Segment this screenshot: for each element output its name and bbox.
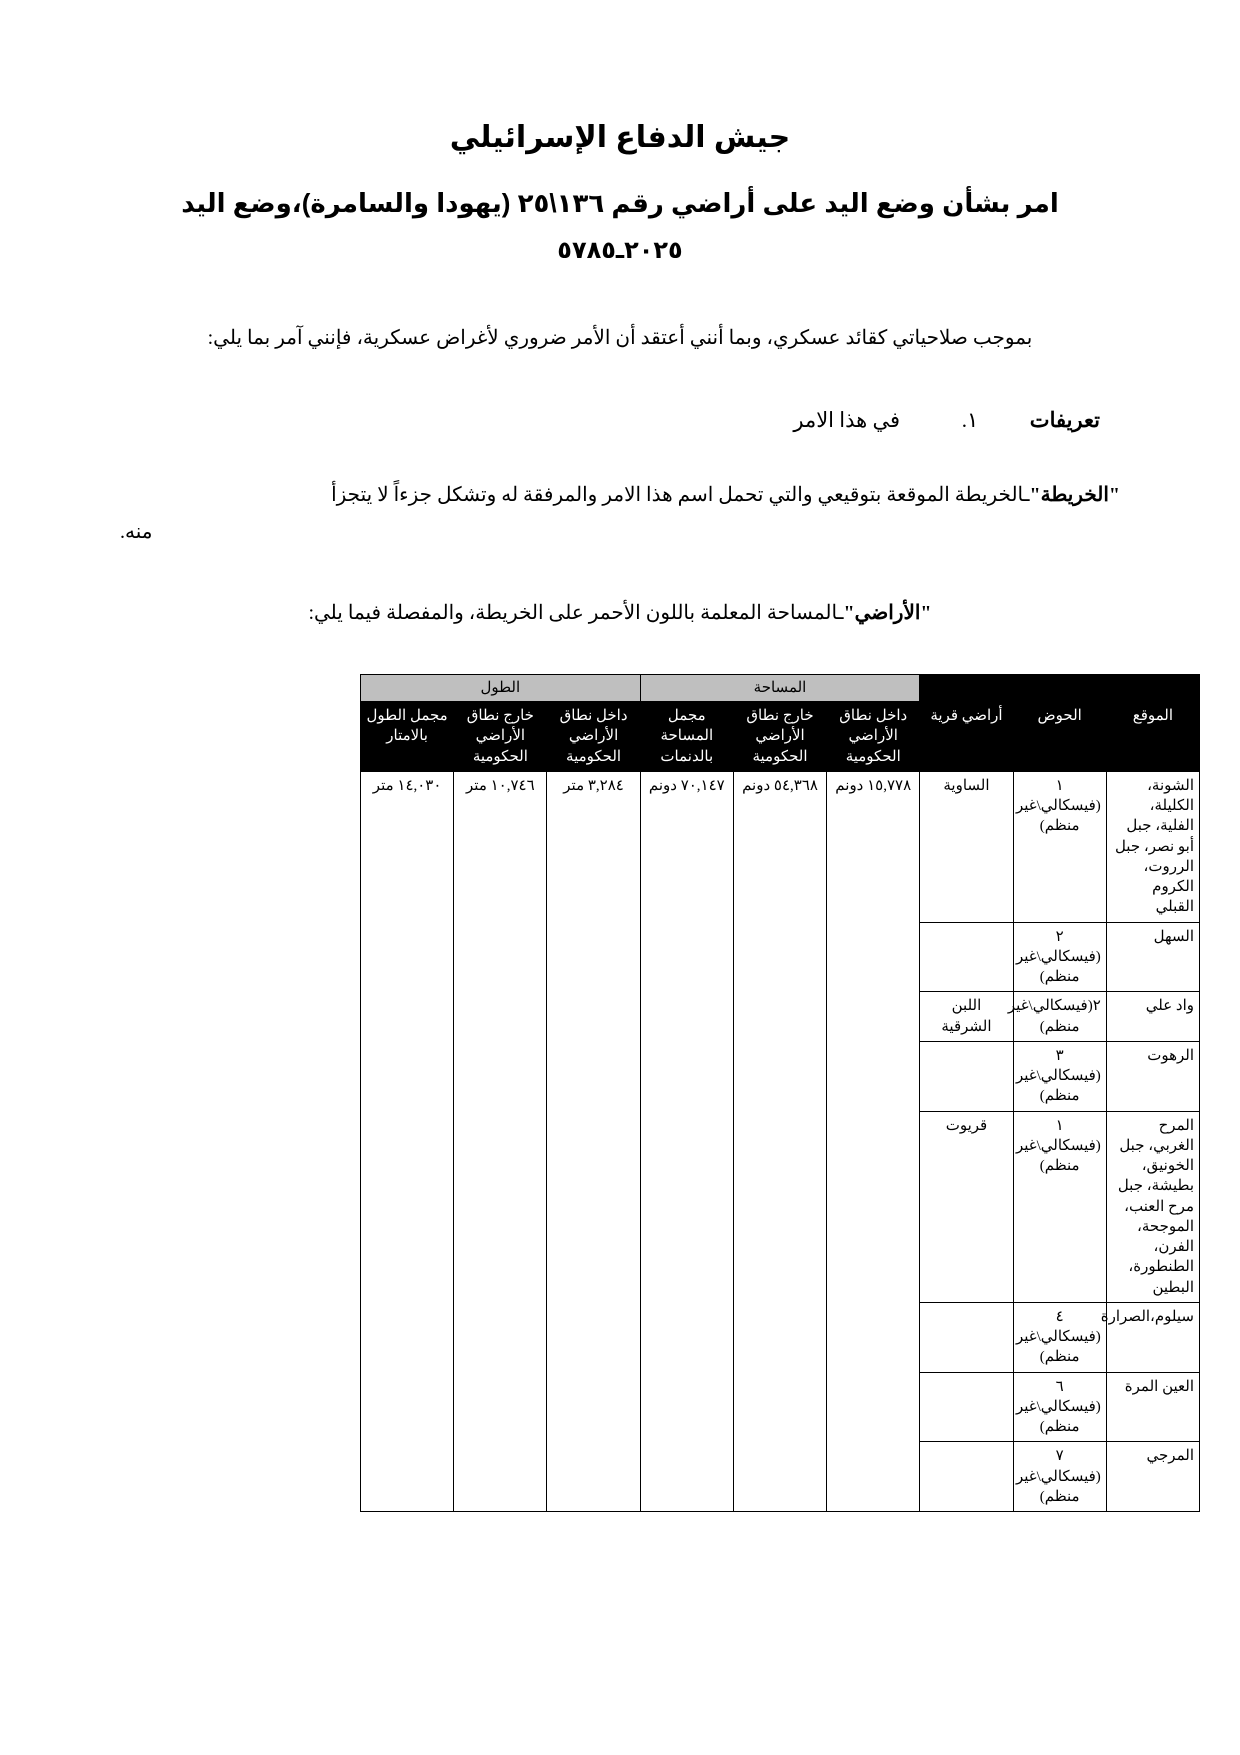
- lands-table: [360, 674, 1200, 1512]
- table-row: [361, 771, 1200, 922]
- cell-basin: ٦ (فيسكالي\غير منظم): [1013, 1372, 1106, 1442]
- column-header-length-inside: داخل نطاق الأراضي الحكومية: [547, 702, 640, 772]
- cell-village: الساوية: [920, 771, 1013, 922]
- cell-basin: ١ (فيسكالي\غير منظم): [1013, 771, 1106, 922]
- cell-location: السهل: [1106, 922, 1199, 992]
- column-header-length-total: مجمل الطول بالامتار: [361, 702, 454, 772]
- cell-village: [920, 1302, 1013, 1372]
- cell-basin: ١ (فيسكالي\غير منظم): [1013, 1111, 1106, 1302]
- definitions-number: ١.: [961, 407, 979, 432]
- cell-village: [920, 922, 1013, 992]
- page-title: جيش الدفاع الإسرائيلي: [449, 121, 791, 154]
- cell-village: قريوت: [920, 1111, 1013, 1302]
- definition-lands-body: ـالمساحة المعلمة باللون الأحمر على الخريطة، والمفصلة فيما يلي:: [308, 601, 844, 624]
- lands-table-wrapper: [40, 632, 1200, 1512]
- column-header-location: الموقع: [1106, 702, 1199, 772]
- definition-map-body: ـالخريطة الموقعة بتوقيعي والتي تحمل اسم هذا الامر والمرفقة له وتشكل جزءاً لا يتجزأ: [331, 483, 1030, 506]
- cell-basin: ٢ (فيسكالي\غير منظم): [1013, 922, 1106, 992]
- cell-area-outside: ٥٤,٣٦٨ دونم: [733, 771, 826, 1511]
- cell-area-total: ٧٠,١٤٧ دونم: [640, 771, 733, 1511]
- group-header-spacer-village: [920, 674, 1013, 701]
- cell-basin: ٣ (فيسكالي\غير منظم): [1013, 1041, 1106, 1111]
- cell-location: المرح الغربي، جبل الخونيق، بطيشة، جبل مرح العنب، الموجحة، الفرن، الطنطورة، البطين: [1106, 1111, 1199, 1302]
- subtitle-line-1: امر بشأن وضع اليد على أراضي رقم ١٣٦\٢٥ (يهودا والسامرة)،وضع اليد: [181, 188, 1059, 218]
- document-body: [70, 120, 1170, 632]
- cell-length-outside: ١٠,٧٤٦ متر: [454, 771, 547, 1511]
- cell-village: [920, 1442, 1013, 1512]
- lands-table-body: [361, 771, 1200, 1511]
- cell-basin: ٢(فيسكالي\غير منظم): [1013, 992, 1106, 1042]
- definition-lands: [70, 595, 1170, 632]
- cell-village: [920, 1372, 1013, 1442]
- cell-location: سيلوم،الصرارة: [1106, 1302, 1199, 1372]
- column-header-area-total: مجمل المساحة بالدنمات: [640, 702, 733, 772]
- definition-map: [70, 477, 1170, 551]
- column-header-area-outside: خارج نطاق الأراضي الحكومية: [733, 702, 826, 772]
- definition-lands-term: "الأراضي": [843, 601, 932, 624]
- cell-location: العين المرة: [1106, 1372, 1199, 1442]
- definitions-heading-row: [70, 408, 1170, 433]
- cell-village: اللبن الشرقية: [920, 992, 1013, 1042]
- cell-basin: ٧ (فيسكالي\غير منظم): [1013, 1442, 1106, 1512]
- subtitle-line-2: ٢٠٢٥ـ٥٧٨٥: [557, 237, 683, 265]
- lands-table-head: [361, 674, 1200, 771]
- cell-location: واد علي: [1106, 992, 1199, 1042]
- cell-basin: ٤ (فيسكالي\غير منظم): [1013, 1302, 1106, 1372]
- cell-village: [920, 1041, 1013, 1111]
- column-header-area-inside: داخل نطاق الأراضي الحكومية: [827, 702, 920, 772]
- definition-map-tail: منه.: [120, 520, 153, 543]
- group-header-row: [361, 674, 1200, 701]
- column-header-length-outside: خارج نطاق الأراضي الحكومية: [454, 702, 547, 772]
- definitions-label: تعريفات: [1029, 407, 1100, 432]
- column-header-row: [361, 702, 1200, 772]
- cell-area-inside: ١٥,٧٧٨ دونم: [827, 771, 920, 1511]
- column-header-village: أراضي قرية: [920, 702, 1013, 772]
- group-header-length: الطول: [361, 674, 641, 701]
- cell-length-total: ١٤,٠٣٠ متر: [361, 771, 454, 1511]
- group-header-spacer-basin: [1013, 674, 1106, 701]
- cell-length-inside: ٣,٢٨٤ متر: [547, 771, 640, 1511]
- definition-map-term: "الخريطة": [1029, 483, 1120, 506]
- cell-location: المرجي: [1106, 1442, 1199, 1512]
- intro-paragraph: بموجب صلاحياتي كقائد عسكري، وبما أنني أعتقد أن الأمر ضروري لأغراض عسكرية، فإنني آمر بما يلي:: [207, 326, 1033, 349]
- group-header-area: المساحة: [640, 674, 920, 701]
- document-subtitle: [70, 179, 1170, 274]
- group-header-spacer-location: [1106, 674, 1199, 701]
- definitions-intro-text: في هذا الامر: [793, 407, 900, 432]
- cell-location: الشونة، الكليلة، الفلية، جبل أبو نصر، جبل الرروت، الكروم القبلي: [1106, 771, 1199, 922]
- column-header-basin: الحوض: [1013, 702, 1106, 772]
- cell-location: الرهوت: [1106, 1041, 1199, 1111]
